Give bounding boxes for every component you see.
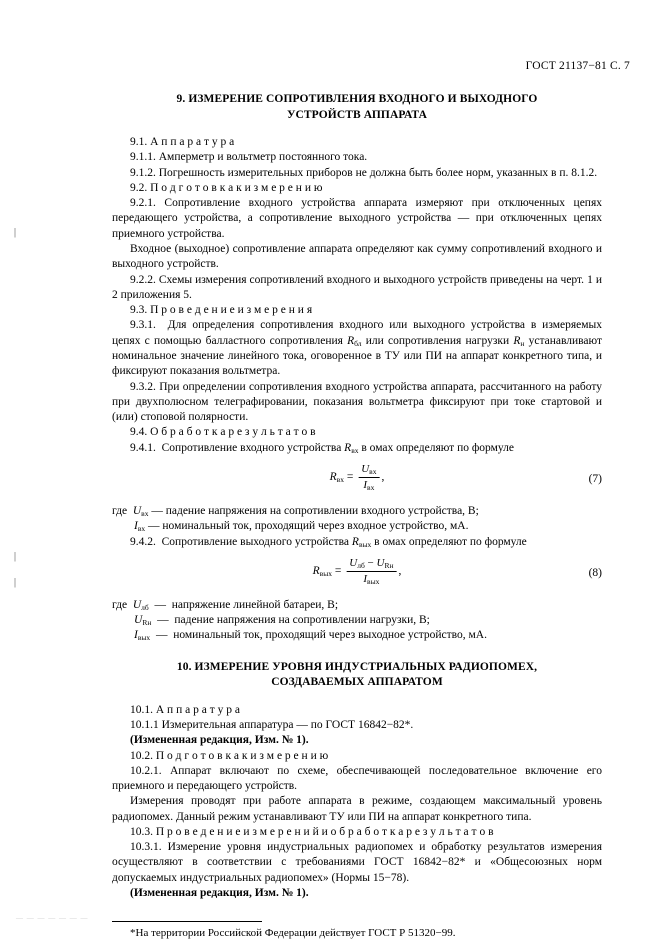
section-10-title-line2: СОЗДАВАЕМЫХ АППАРАТОМ bbox=[271, 676, 443, 689]
footnote-text: *На территории Российской Федерации действует ГОСТ Р 51320−99. bbox=[130, 927, 456, 939]
formula-8-row bbox=[112, 557, 602, 591]
clause-9-2: 9.2. П о д г о т о в к а к и з м е р е н и ю bbox=[130, 181, 323, 194]
clause-10-1-1-note: (Измененная редакция, Изм. № 1). bbox=[130, 734, 309, 747]
clause-10-3: 10.3. П р о в е д е н и е и з м е р е н и й и о б р а б о т к а р е з у л ь т а т о в bbox=[130, 825, 494, 838]
footnote-block bbox=[112, 921, 602, 939]
section-9-title-line1: 9. ИЗМЕРЕНИЕ СОПРОТИВЛЕНИЯ ВХОДНОГО И ВЫХОДНОГО bbox=[176, 93, 538, 105]
footnote-divider bbox=[112, 921, 262, 922]
formula-8: $R_{вых}$ = $\frac{U_{лб} - U_{Rн}}{I_{вых}}$ , bbox=[312, 556, 402, 586]
clause-9-1 bbox=[112, 135, 602, 150]
section-9-title bbox=[112, 92, 602, 123]
clause-9-2-1-cont: Входное (выходное) сопротивление аппарата определяют как сумму сопротивлений входного и выходного устройств. bbox=[112, 243, 602, 271]
scan-artifact: — — — — — — — bbox=[16, 914, 89, 922]
def-I-vyh: $I_{вых}$ — номинальный ток, проходящий через выходное устройство, мА. bbox=[134, 629, 487, 643]
clause-9-3: 9.3. П р о в е д е н и е и з м е р е н и я bbox=[130, 304, 313, 317]
where-label-1: где $U_{вх}$ — падение напряжения на сопротивлении входного устройства, В; bbox=[112, 504, 479, 518]
clause-9-1-text: 9.1. А п п а р а т у р а bbox=[130, 136, 235, 149]
formula-7-number: (7) bbox=[588, 472, 602, 485]
clause-9-1-1: 9.1.1. Амперметр и вольтметр постоянного тока. bbox=[130, 151, 368, 164]
edge-mark: | bbox=[14, 577, 17, 588]
clause-10-1: 10.1. А п п а р а т у р а bbox=[130, 703, 240, 716]
clause-10-3-1-note: (Измененная редакция, Изм. № 1). bbox=[130, 887, 309, 900]
section-10-title-line1: 10. ИЗМЕРЕНИЕ УРОВНЯ ИНДУСТРИАЛЬНЫХ РАДИОПОМЕХ, bbox=[176, 660, 538, 673]
clause-9-4-2: 9.4.2. Сопротивление выходного устройства $R_{вых}$ в омах определяют по формуле bbox=[130, 535, 527, 549]
clause-9-2-1: 9.2.1. Сопротивление входного устройства аппарата измеряют при отключенных цепях передающего устройства, а сопротивление выходного устройства — при отключенных цепях приемного устройства. bbox=[112, 197, 602, 240]
clause-9-3-2: 9.3.2. При определении сопротивления входного устройства аппарата, рассчитанного на работу при двухполюсном телеграфировании, показания вольтметра фиксируют при токе стартовой и (или) стоповой полярности. bbox=[112, 380, 602, 424]
where-label-2: где $U_{лб}$ — напряжение линейной батареи, В; bbox=[112, 598, 339, 612]
clause-9-4-1: 9.4.1. Сопротивление входного устройства $R_{вх}$ в омах определяют по формуле bbox=[130, 441, 514, 455]
clause-10-1-1: 10.1.1 Измерительная аппаратура — по ГОСТ 16842−82*. bbox=[130, 718, 414, 731]
clause-10-3-1: 10.3.1. Измерение уровня индустриальных радиопомех и обработку результатов измерения осуществляют в соответствии с требованиями ГОСТ 16842−82* и «Общесоюзных норм допускаемых индустриальных радиопомех» (Нормы 15−78). bbox=[112, 841, 602, 884]
def-I-vh: $I_{вх}$ — номинальный ток, проходящий через входное устройство, мА. bbox=[134, 520, 469, 534]
page-edge-marks bbox=[14, 0, 26, 936]
formula-7: $R_{вх}$ = $\frac{U_{вх}}{I_{вх}}$ , bbox=[329, 462, 385, 492]
page-header: ГОСТ 21137−81 С. 7 bbox=[525, 60, 630, 72]
clause-10-2-1-cont: Измерения проводят при работе аппарата в режиме, создающем максимальный уровень радиопомех. Данный режим устанавливают ТУ или ПИ на аппарат конкретного типа. bbox=[112, 795, 602, 823]
formula-7-fraction: $\frac{U_{вх}}{I_{вх}}$ bbox=[358, 463, 379, 492]
clause-9-3-1: 9.3.1. Для определения сопротивления входного или выходного устройства в измеряемых цепях с помощью балластного сопротивления $R_{бл}$ или сопротивления нагрузки $R_н$ устанавливают номинальное значение линейного тока, оговоренное в ТУ или ПИ на аппарат конкретного типа, и фиксируют показания вольтметра. bbox=[112, 319, 602, 378]
formula-8-number: (8) bbox=[588, 566, 602, 579]
where-word-2: где bbox=[112, 598, 128, 611]
document-body bbox=[112, 92, 602, 939]
edge-mark: | bbox=[14, 227, 17, 238]
section-10-title bbox=[112, 660, 602, 691]
def-U-Rn: $U_{Rн}$ — падение напряжения на сопротивлении нагрузки, В; bbox=[134, 614, 430, 628]
clause-9-1-2: 9.1.2. Погрешность измерительных приборов не должна быть более норм, указанных в п. 8.1.2. bbox=[130, 166, 598, 179]
edge-mark: | bbox=[14, 551, 17, 562]
clause-9-2-2: 9.2.2. Схемы измерения сопротивлений входного и выходного устройств приведены на черт. 1 и 2 приложения 5. bbox=[112, 273, 602, 301]
clause-9-4: 9.4. О б р а б о т к а р е з у л ь т а т о в bbox=[130, 426, 316, 439]
formula-7-row bbox=[112, 463, 602, 497]
formula-8-fraction: $\frac{U_{лб} - U_{Rн}}{I_{вых}}$ bbox=[346, 557, 396, 586]
clause-10-2: 10.2. П о д г о т о в к а к и з м е р е н и ю bbox=[130, 749, 329, 762]
where-word-1: где bbox=[112, 504, 128, 517]
section-9-title-line2: УСТРОЙСТВ АППАРАТА bbox=[286, 108, 428, 121]
clause-10-2-1: 10.2.1. Аппарат включают по схеме, обеспечивающей последовательное включение его приемного и передающего устройств. bbox=[112, 764, 602, 793]
